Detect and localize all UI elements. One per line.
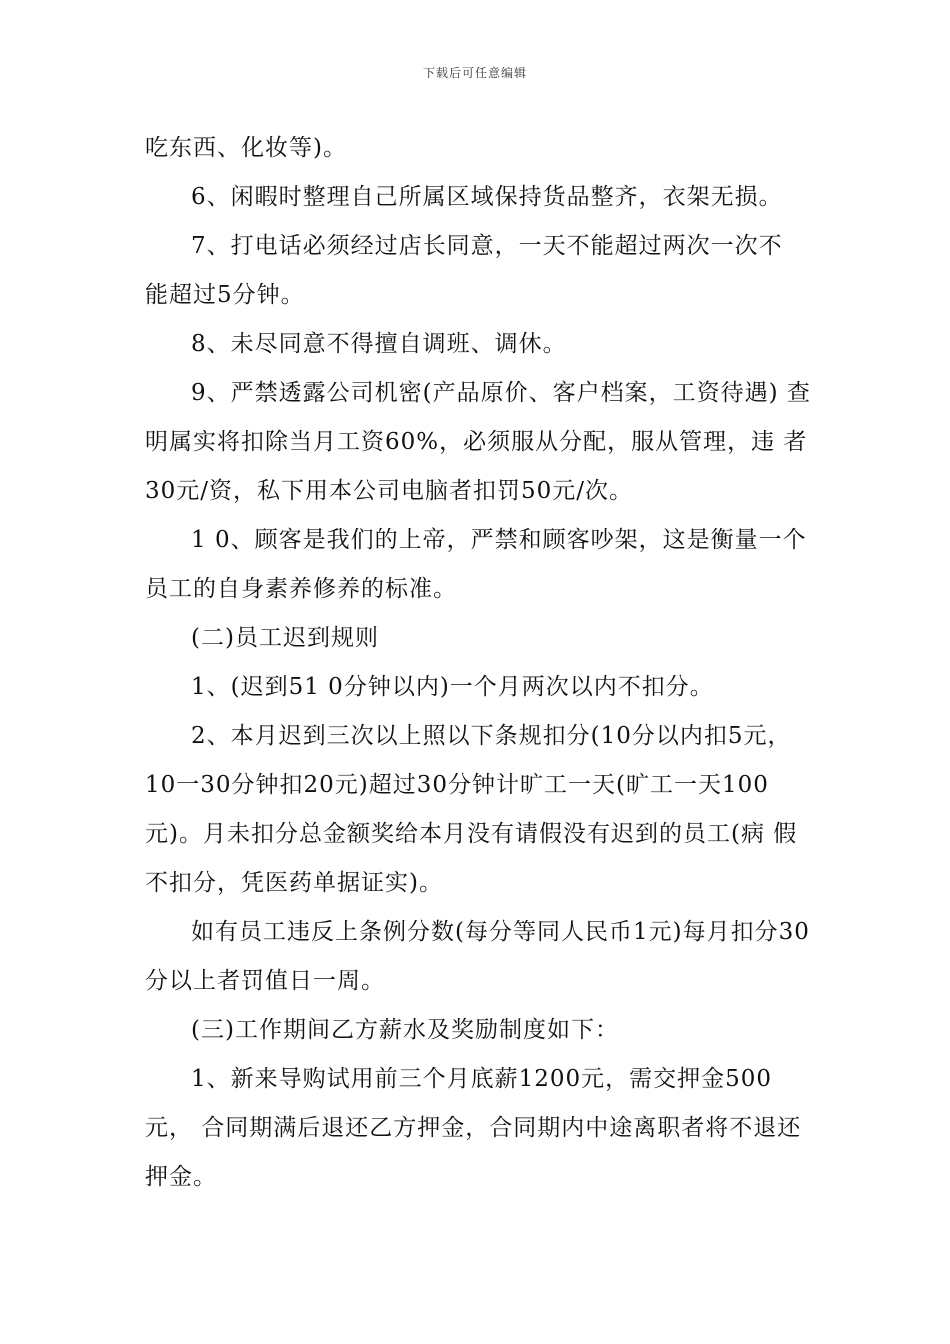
document-body bbox=[145, 124, 813, 1202]
paragraph-late-rule-2: 2、本月迟到三次以上照以下条规扣分(10分以内扣5元， 10一30分钟扣20元)超过30分钟计旷工一天(旷工一天100 元)。月未扣分总金额奖给本月没有请假没有迟到的员工(病 假不扣分，凭医药单据证实)。 bbox=[145, 723, 798, 896]
paragraph-continued: 吃东西、化妆等)。 bbox=[145, 135, 347, 161]
section-heading-salary: (三)工作期间乙方薪水及奖励制度如下： bbox=[191, 1017, 619, 1043]
paragraph-rule-10: 1 0、顾客是我们的上帝，严禁和顾客吵架，这是衡量一个 员工的自身素养修养的标准。 bbox=[145, 527, 807, 602]
paragraph-late-rule-1: 1、(迟到51 0分钟以内)一个月两次以内不扣分。 bbox=[191, 674, 714, 700]
paragraph-salary-rule-1: 1、新来导购试用前三个月底薪1200元，需交押金500元， 合同期满后退还乙方押金，合同期内中途离职者将不退还押金。 bbox=[145, 1066, 802, 1190]
paragraph-rule-6: 6、闲暇时整理自己所属区域保持货品整齐，衣架无损。 bbox=[191, 184, 783, 210]
paragraph-late-penalty: 如有员工违反上条例分数(每分等同人民币1元)每月扣分30分以上者罚值日一周。 bbox=[145, 919, 810, 994]
paragraph-rule-7: 7、打电话必须经过店长同意，一天不能超过两次一次不 能超过5分钟。 bbox=[145, 233, 783, 308]
paragraph-rule-9: 9、严禁透露公司机密(产品原价、客户档案，工资待遇) 查明属实将扣除当月工资60%，必须服从分配，服从管理，违 者30元/资，私下用本公司电脑者扣罚50元/次。 bbox=[145, 380, 811, 504]
page-header: 下载后可任意编辑 bbox=[422, 66, 527, 80]
paragraph-rule-8: 8、未尽同意不得擅自调班、调休。 bbox=[191, 331, 567, 357]
section-heading-late-rules: (二)员工迟到规则 bbox=[191, 625, 379, 651]
